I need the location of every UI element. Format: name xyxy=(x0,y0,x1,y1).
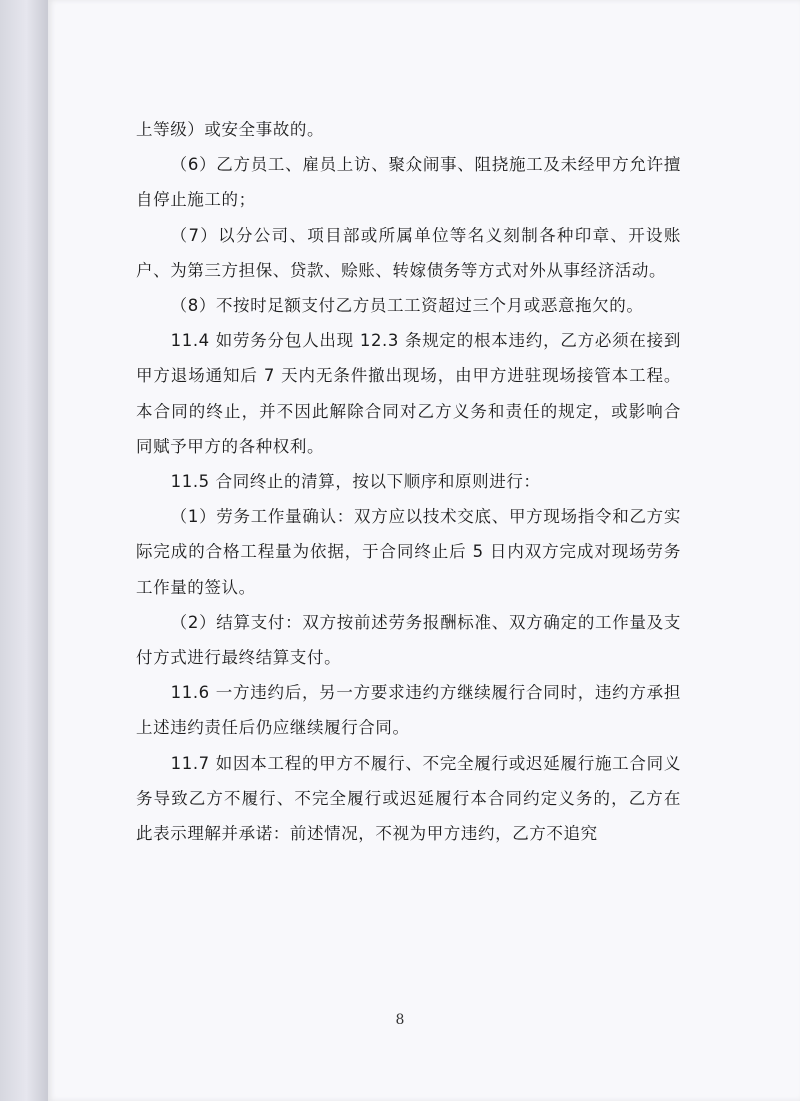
paragraph-continuation: 上等级）或安全事故的。 xyxy=(136,120,325,139)
paragraph-11-5: 11.5 合同终止的清算，按以下顺序和原则进行： xyxy=(170,472,541,492)
paragraph-11-5-item-1: （1）劳务工作量确认：双方应以技术交底、甲方现场指令和乙方实际完成的合格工程量为依据，于合同终止后 5 日内双方完成对现场劳务工作量的签认。 xyxy=(136,507,681,597)
paragraph-11-7: 11.7 如因本工程的甲方不履行、不完全履行或迟延履行施工合同义务导致乙方不履行、不完全履行或迟延履行本合同约定义务的，乙方在此表示理解并承诺：前述情况，不视为甲方违约，乙方不追究 xyxy=(136,753,681,844)
paragraph-11-4: 11.4 如劳务分包人出现 12.3 条规定的根本违约，乙方必须在接到甲方退场通知后 7 天内无条件撤出现场，由甲方进驻现场接管本工程。本合同的终止，并不因此解除合同对乙方义务和责任的规定，或影响合同赋予甲方的各种权利。 xyxy=(136,331,681,456)
paragraph-clause-8: （8）不按时足额支付乙方员工工资超过三个月或恶意拖欠的。 xyxy=(170,296,644,316)
paragraph-11-5-item-2: （2）结算支付：双方按前述劳务报酬标准、双方确定的工作量及支付方式进行最终结算支付。 xyxy=(136,612,681,668)
book-spine-edge xyxy=(0,0,49,1101)
paragraph-clause-6: （6）乙方员工、雇员上访、聚众闹事、阻挠施工及未经甲方允许擅自停止施工的； xyxy=(136,155,681,210)
paragraph-clause-7: （7）以分公司、项目部或所属单位等名义刻制各种印章、开设账户、为第三方担保、贷款、赊账、转嫁债务等方式对外从事经济活动。 xyxy=(136,225,681,280)
contract-text xyxy=(136,112,681,851)
paragraph-11-6: 11.6 一方违约后，另一方要求违约方继续履行合同时，违约方承担上述违约责任后仍应继续履行合同。 xyxy=(136,683,681,738)
page-number: 8 xyxy=(395,1012,405,1028)
